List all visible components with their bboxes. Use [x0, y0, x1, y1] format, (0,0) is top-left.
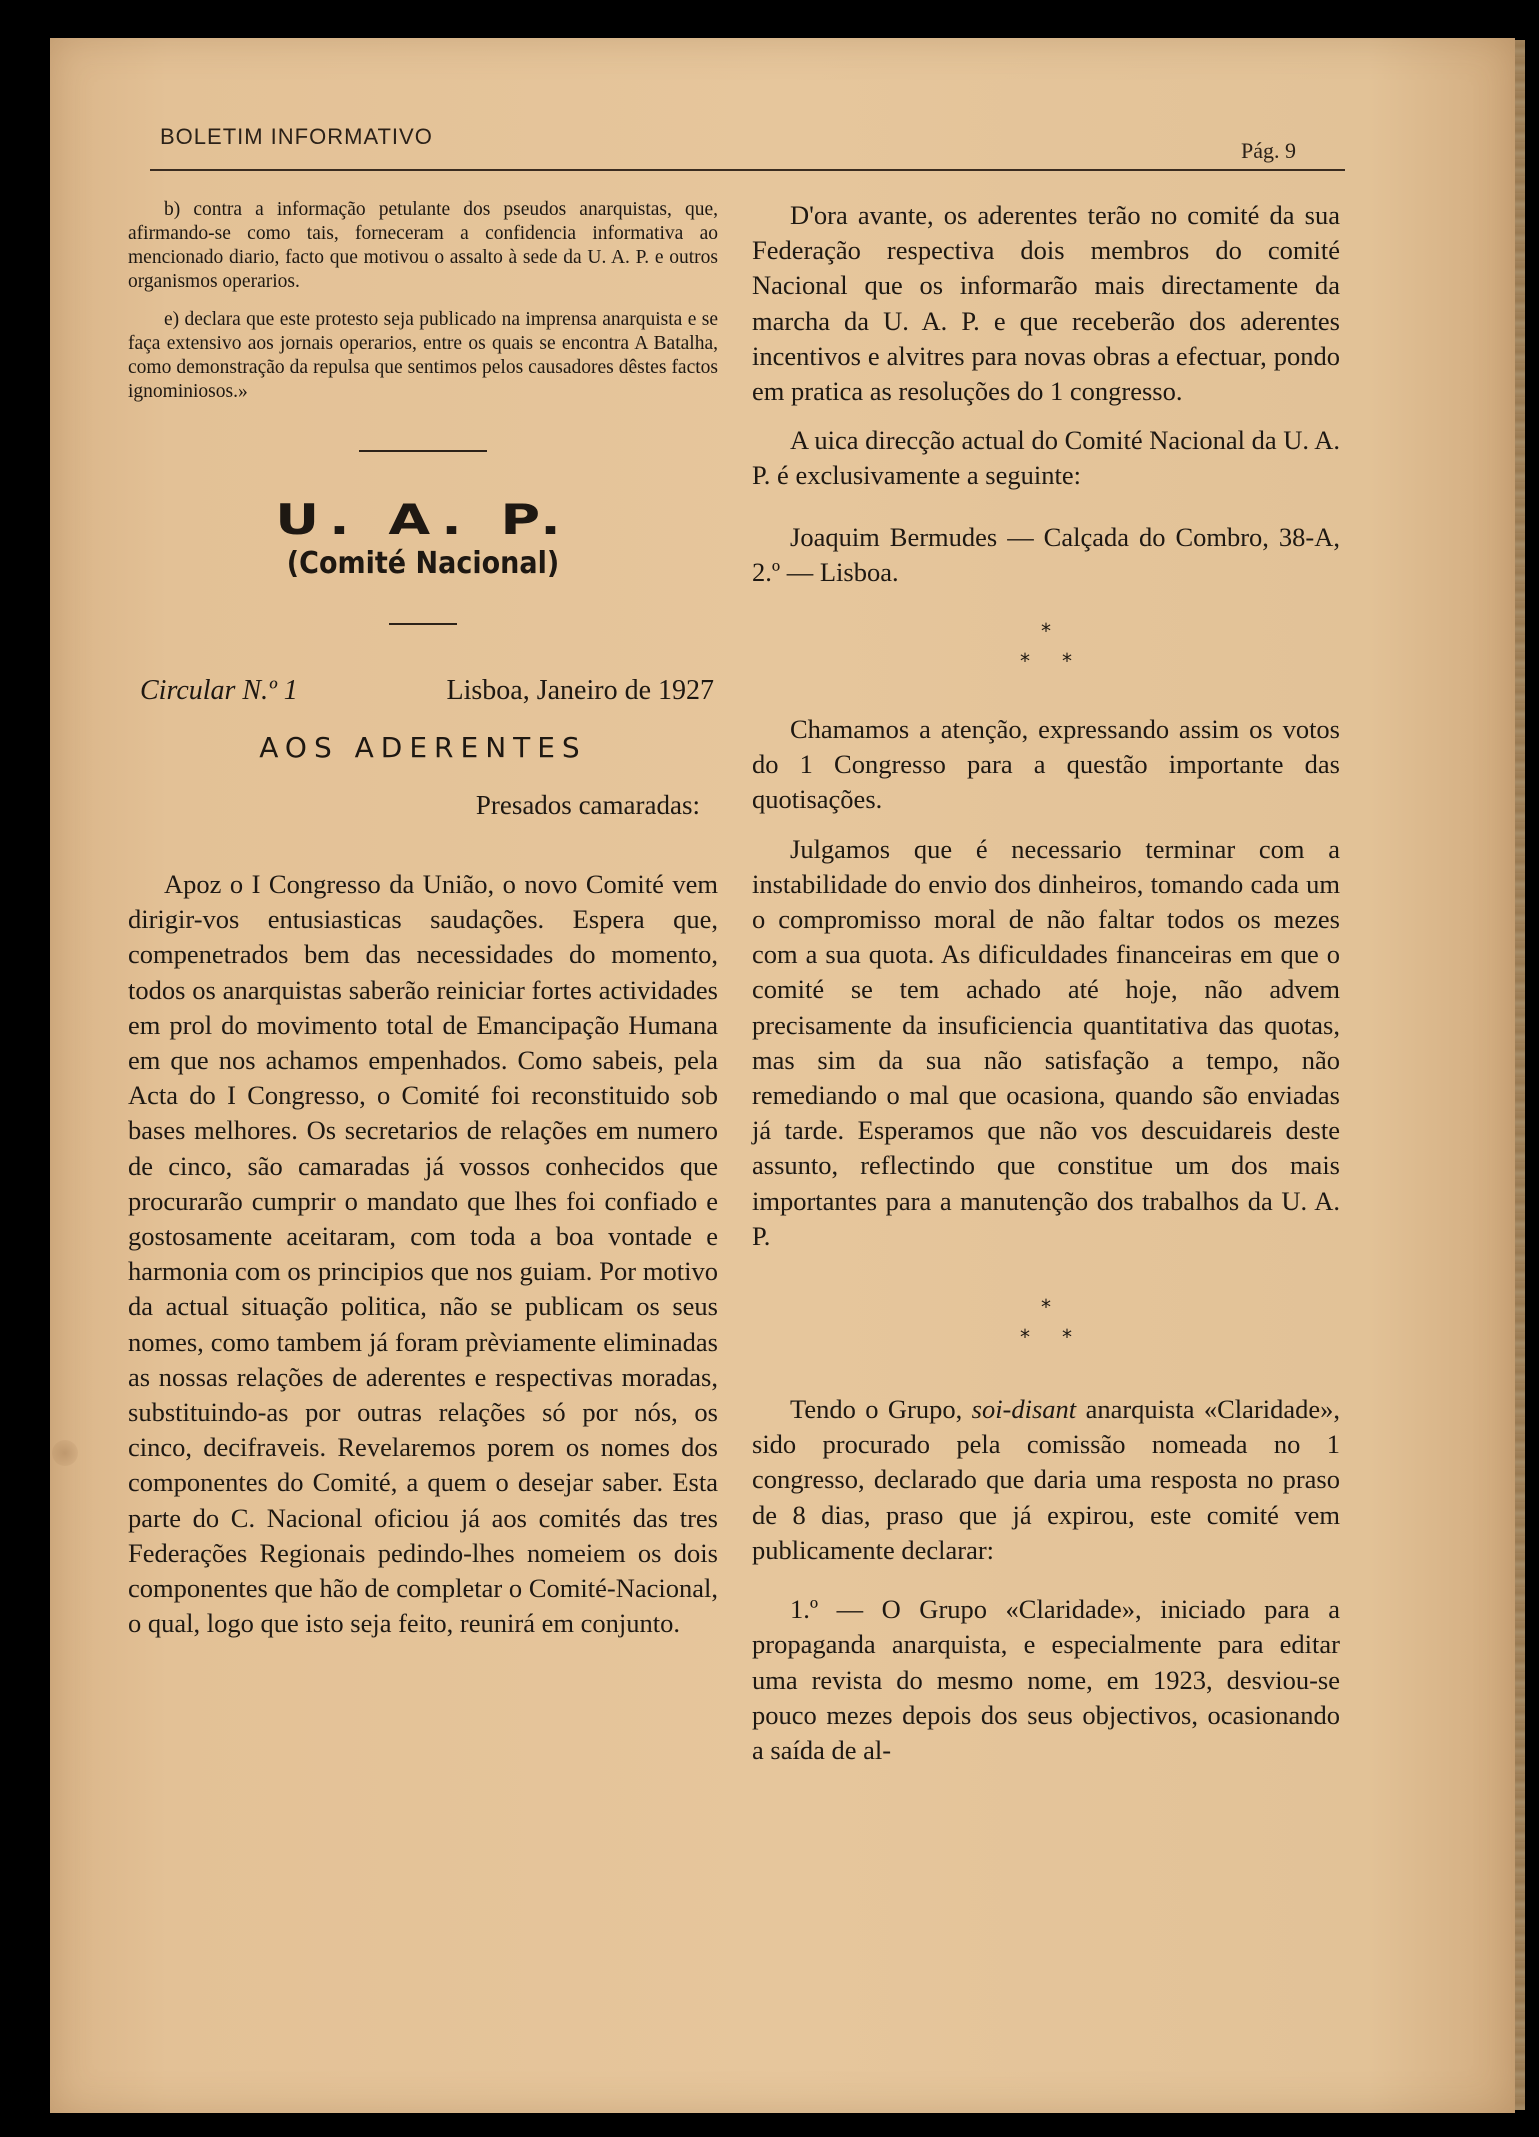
- quotas-paragraph: Chamamos a atenção, expressando assim os votos do 1 Congresso para a questão importante das quotisações.: [752, 714, 1340, 815]
- letter-paragraph: Apoz o I Congresso da União, o novo Comité vem dirigir-vos entusiasticas saudações. Espera que, compenetrados bem das necessidades do momento, todos os anarquistas saberão reiniciar fortes actividades em prol do movimento total de Emancipação Humana em que nos achamos empenhados. Como sabeis, pela Acta do I Congresso, o Comité foi reconstituido sob bases melhores. Os secretarios de relações em numero de cinco, são camaradas já vossos conhecidos que procurarão cumprir o mandato que lhes foi confiado e gostosamente aceitaram, com toda a boa vontade e harmonia com os principios que nos guiam. Por motivo da actual situação politica, não se publicam os seus nomes, como tambem já foram prèviamente eliminadas as nossas relações de aderentes e respectivas moradas, substituindo-as por outras relações só por nós, os cinco, decifraveis. Revelaremos porem os nomes dos componentes do Comité, a quem o desejar saber. Esta parte do C. Nacional oficiou já aos comités das tres Federações Regionais pedindo-lhes nomeiem os dois componentes que hão de completar o Comité-Nacional, o qual, logo que isto seja feito, reunirá em conjunto.: [128, 869, 718, 1639]
- committee-members-paragraph: D'ora avante, os aderentes terão no comité da sua Federação respectiva dois membros do comité Nacional que os informarão mais directamente da marcha da U. A. P. e que receberão dos aderentes incentivos e alvitres para novas obras a efectuar, pondo em pratica as resoluções do 1 congresso.: [752, 200, 1340, 407]
- claridade-intro-after: anarquista «Claridade», sido procurado pela comissão nomeada no 1 congresso, declarado que daria uma resposta no praso de 8 dias, praso que já expirou, este comité vem publicamente declarar:: [752, 1394, 1340, 1565]
- funds-paragraph: Julgamos que é necessario terminar com a instabilidade do envio dos dinheiros, tomando cada um o compromisso moral de não faltar todos os mezes com a sua quota. As dificuldades financeiras em que o comité se tem achado até hoje, não advem precisamente da insuficiencia quantitativa das quotas, mas sim da sua não satisfação a tempo, não remediando o mal que ocasiona, quando são enviadas já tarde. Esperamos que não vos descuidareis deste assunto, reflectindo que constitue um dos mais importantes para a manutenção dos trabalhos da U. A. P.: [752, 833, 1340, 1251]
- org-subheading: (Comité Nacional): [286, 546, 560, 581]
- org-heading: U. A. P.: [275, 495, 571, 545]
- section-divider: [359, 450, 487, 452]
- claridade-intro-before: Tendo o Grupo,: [790, 1394, 972, 1425]
- running-title: BOLETIM INFORMATIVO: [160, 124, 433, 149]
- circular-line: [128, 675, 718, 707]
- circular-date: Lisboa, Janeiro de 1927: [446, 675, 714, 706]
- section-heading: AOS ADERENTES: [259, 731, 587, 764]
- protest-clause-b: b) contra a informação petulante dos pseudos anarquistas, que, afirmando-se como tais, forneceram a confidencia informativa ao mencionado diario, facto que motivou o assalto à sede da U. A. P. e outros organismos operarios.: [128, 199, 718, 292]
- protest-clause-e: e) declara que este protesto seja publicado na imprensa anarquista e se faça extensivo aos jornais operarios, entre os quais se encontra A Batalha, como demonstração da repulsa que sentimos pelos causadores dêstes factos ignominiosos.»: [128, 309, 718, 402]
- asterism-top-star: *: [1041, 1295, 1051, 1320]
- asterism-divider: [752, 616, 1340, 676]
- asterism-divider: [752, 1292, 1340, 1352]
- asterism-bottom-stars: **: [1020, 1325, 1104, 1350]
- direction-paragraph: A uica direcção actual do Comité Nacional da U. A. P. é exclusivamente a seguinte:: [752, 425, 1340, 491]
- letter-body: [128, 867, 718, 1641]
- circular-label: Circular N.º 1: [140, 675, 298, 706]
- address-paragraph: Joaquim Bermudes — Calçada do Combro, 38-A, 2.º — Lisboa.: [752, 521, 1340, 587]
- section-divider: [389, 623, 457, 625]
- asterism-bottom-stars: **: [1020, 649, 1104, 674]
- page-number: Pág. 9: [1241, 138, 1296, 163]
- greeting: Presados camaradas:: [475, 790, 700, 820]
- claridade-intro-paragraph: [752, 1392, 1340, 1568]
- claridade-intro-italic: soi-disant: [971, 1394, 1077, 1425]
- asterism-top-star: *: [1041, 619, 1051, 644]
- right-column: [752, 198, 1340, 1782]
- paper-stain: [52, 1440, 78, 1466]
- claridade-point-1: 1.º — O Grupo «Claridade», iniciado para a propaganda anarquista, e especialmente para editar uma revista do mesmo nome, em 1923, desviou-se pouco mezes depois dos seus objectivos, ocasionando a saída de al-: [752, 1594, 1340, 1765]
- header-rule: [150, 169, 1345, 171]
- left-column: [128, 198, 718, 1655]
- protest-clauses: [128, 198, 718, 404]
